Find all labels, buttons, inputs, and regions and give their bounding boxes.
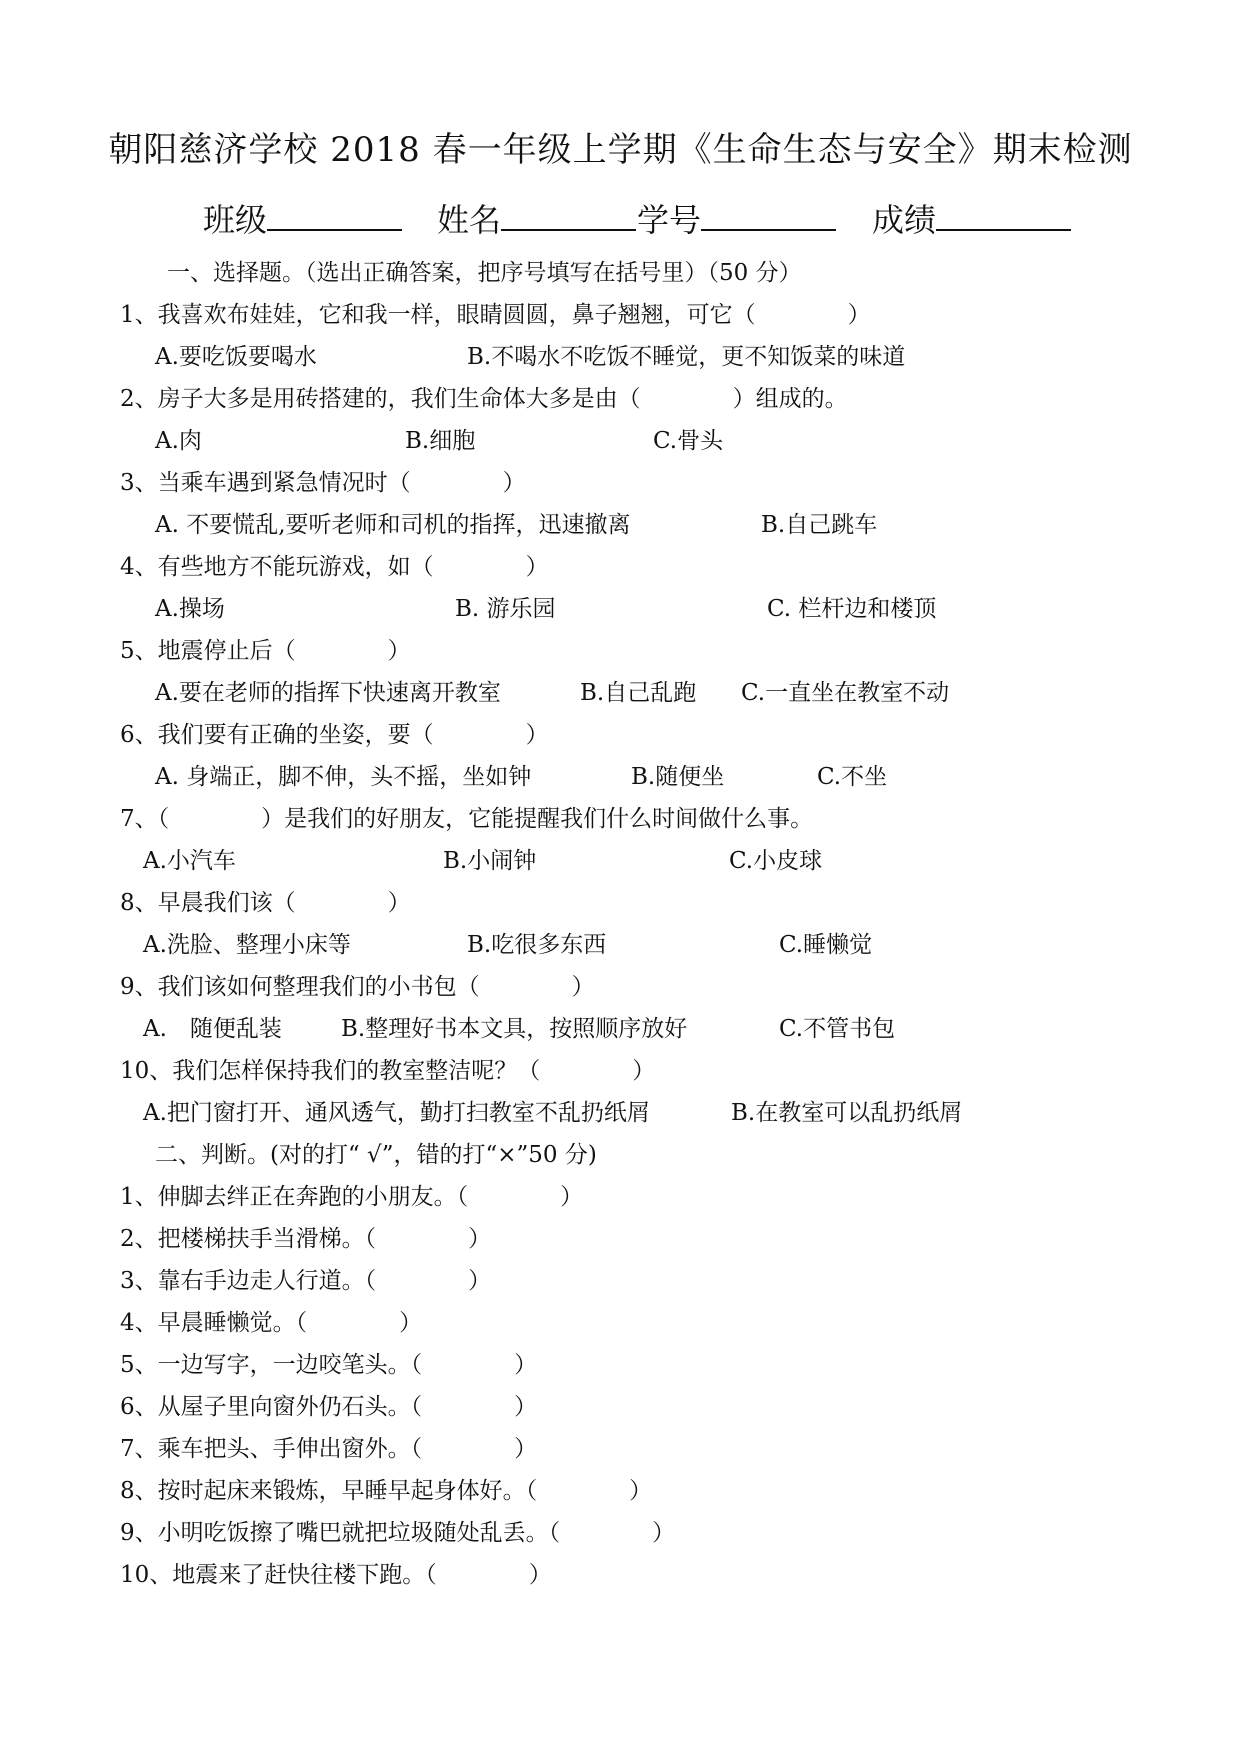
question-1: 1、我喜欢布娃娃，它和我一样，眼睛圆圆，鼻子翘翘，可它（ ） bbox=[120, 302, 871, 328]
option-10b[interactable]: B.在教室可以乱扔纸屑 bbox=[731, 1100, 963, 1126]
judge-item-1: 1、伸脚去绊正在奔跑的小朋友。（ ） bbox=[120, 1184, 584, 1210]
option-8c[interactable]: C.睡懒觉 bbox=[779, 932, 873, 958]
option-1b[interactable]: B.不喝水不吃饭不睡觉，更不知饭菜的味道 bbox=[467, 344, 906, 370]
question-4: 4、有些地方不能玩游戏，如（ ） bbox=[120, 554, 549, 580]
section2-heading: 二、判断。(对的打“ √”，错的打“×”50 分) bbox=[155, 1142, 597, 1168]
number-label: 学号 bbox=[637, 201, 702, 239]
number-blank[interactable] bbox=[701, 195, 836, 231]
option-6a[interactable]: A. 身端正，脚不伸，头不摇，坐如钟 bbox=[155, 764, 532, 790]
name-blank[interactable] bbox=[501, 195, 636, 231]
option-9c[interactable]: C.不管书包 bbox=[779, 1016, 896, 1042]
question-8: 8、早晨我们该（ ） bbox=[120, 890, 411, 916]
option-3a[interactable]: A. 不要慌乱,要听老师和司机的指挥，迅速撤离 bbox=[155, 512, 631, 538]
class-field bbox=[203, 195, 402, 242]
score-label: 成绩 bbox=[872, 201, 937, 239]
score-blank[interactable] bbox=[936, 195, 1071, 231]
judge-item-4: 4、早晨睡懒觉。（ ） bbox=[120, 1310, 423, 1336]
option-4c[interactable]: C. 栏杆边和楼顶 bbox=[767, 596, 937, 622]
option-3b[interactable]: B.自己跳车 bbox=[761, 512, 878, 538]
class-label: 班级 bbox=[203, 201, 268, 239]
exam-title: 朝阳慈济学校 2018 春一年级上学期《生命生态与安全》期末检测 bbox=[108, 130, 1133, 170]
question-5: 5、地震停止后（ ） bbox=[120, 638, 411, 664]
judge-item-2: 2、把楼梯扶手当滑梯。（ ） bbox=[120, 1226, 492, 1252]
question-10: 10、我们怎样保持我们的教室整洁呢？（ ） bbox=[120, 1058, 656, 1084]
judge-item-9: 9、小明吃饭擦了嘴巴就把垃圾随处乱丢。（ ） bbox=[120, 1520, 676, 1546]
option-1a[interactable]: A.要吃饭要喝水 bbox=[155, 344, 317, 370]
section1-heading: 一、选择题。（选出正确答案，把序号填写在括号里）（50 分） bbox=[167, 260, 802, 286]
option-5b[interactable]: B.自己乱跑 bbox=[580, 680, 697, 706]
option-2c[interactable]: C.骨头 bbox=[653, 428, 724, 454]
number-field bbox=[637, 195, 836, 242]
option-2b[interactable]: B.细胞 bbox=[405, 428, 476, 454]
option-6c[interactable]: C.不坐 bbox=[817, 764, 888, 790]
question-2: 2、房子大多是用砖搭建的，我们生命体大多是由（ ）组成的。 bbox=[120, 386, 848, 412]
option-7b[interactable]: B.小闹钟 bbox=[443, 848, 537, 874]
option-4a[interactable]: A.操场 bbox=[155, 596, 225, 622]
score-field bbox=[872, 195, 1071, 242]
option-2a[interactable]: A.肉 bbox=[155, 428, 202, 454]
option-9a[interactable]: A. 随便乱装 bbox=[143, 1016, 282, 1042]
judge-item-6: 6、从屋子里向窗外仍石头。（ ） bbox=[120, 1394, 538, 1420]
option-5c[interactable]: C.一直坐在教室不动 bbox=[741, 680, 950, 706]
option-7c[interactable]: C.小皮球 bbox=[729, 848, 823, 874]
option-8b[interactable]: B.吃很多东西 bbox=[467, 932, 607, 958]
class-blank[interactable] bbox=[267, 195, 402, 231]
option-6b[interactable]: B.随便坐 bbox=[631, 764, 725, 790]
judge-item-5: 5、一边写字，一边咬笔头。（ ） bbox=[120, 1352, 538, 1378]
option-7a[interactable]: A.小汽车 bbox=[143, 848, 236, 874]
option-8a[interactable]: A.洗脸、整理小床等 bbox=[143, 932, 351, 958]
question-9: 9、我们该如何整理我们的小书包（ ） bbox=[120, 974, 595, 1000]
question-6: 6、我们要有正确的坐姿，要（ ） bbox=[120, 722, 549, 748]
option-5a[interactable]: A.要在老师的指挥下快速离开教室 bbox=[155, 680, 501, 706]
judge-item-7: 7、乘车把头、手伸出窗外。（ ） bbox=[120, 1436, 538, 1462]
judge-item-8: 8、按时起床来锻炼，早睡早起身体好。（ ） bbox=[120, 1478, 653, 1504]
name-field bbox=[437, 195, 636, 242]
judge-item-3: 3、靠右手边走人行道。（ ） bbox=[120, 1268, 492, 1294]
question-7: 7、（ ）是我们的好朋友，它能提醒我们什么时间做什么事。 bbox=[120, 806, 814, 832]
option-4b[interactable]: B. 游乐园 bbox=[455, 596, 556, 622]
question-3: 3、当乘车遇到紧急情况时（ ） bbox=[120, 470, 526, 496]
option-10a[interactable]: A.把门窗打开、通风透气，勤打扫教室不乱扔纸屑 bbox=[143, 1100, 650, 1126]
name-label: 姓名 bbox=[437, 201, 502, 239]
judge-item-10: 10、地震来了赶快往楼下跑。（ ） bbox=[120, 1562, 552, 1588]
option-9b[interactable]: B.整理好书本文具，按照顺序放好 bbox=[341, 1016, 688, 1042]
